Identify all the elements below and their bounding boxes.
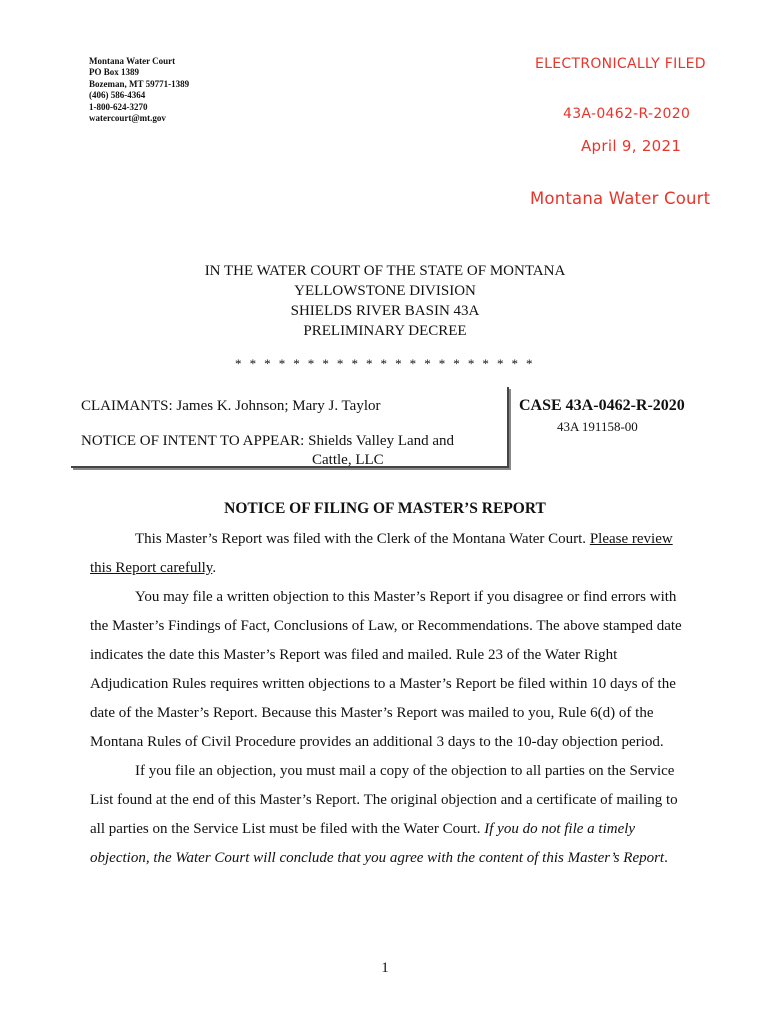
document-body xyxy=(90,525,690,873)
paragraph-1 xyxy=(90,525,690,583)
court-city: Bozeman, MT 59771-1389 xyxy=(89,78,190,89)
court-po-box: PO Box 1389 xyxy=(89,67,140,78)
case-number: CASE 43A-0462-R-2020 xyxy=(519,397,685,414)
court-heading xyxy=(0,261,770,341)
court-tollfree: 1-800-624-3270 xyxy=(89,101,148,112)
p3-end: . xyxy=(664,850,668,866)
paragraph-2: You may file a written objection to this Master’s Report if you disagree or find errors with the Master’s Findings of Fact, Conclusions of Law, or Recommendations. The above stamped date indicates the date this Master’s Report was filed and mailed. Rule 23 of the Water Right Adjudication Rules requires written objections to a Master’s Report be filed within 10 days of the date of the Master’s Report. Because this Master’s Report was mailed to you, Rule 6(d) of the Montana Rules of Civil Procedure provides an additional 3 days to the 10-day objection period. xyxy=(90,589,682,750)
p1-text: This Master’s Report was filed with the Clerk of the Montana Water Court. xyxy=(135,531,590,547)
notice-line-1: NOTICE OF INTENT TO APPEAR: Shields Valley Land and xyxy=(81,433,455,449)
stamp-date: April 9, 2021 xyxy=(581,137,682,155)
asterisk-separator: * * * * * * * * * * * * * * * * * * * * * xyxy=(235,356,535,371)
page-number: 1 xyxy=(381,960,389,976)
stamp-court-name: Montana Water Court xyxy=(530,189,711,208)
heading-line-2: YELLOWSTONE DIVISION xyxy=(294,283,476,299)
notice-line-2: Cattle, LLC xyxy=(312,452,384,468)
court-email: watercourt@mt.gov xyxy=(89,113,166,124)
heading-line-4: PRELIMINARY DECREE xyxy=(303,323,467,339)
p3-italic: If you do not file a timely objection, the Water Court will conclude that you agree with the content of this Master’s Report xyxy=(90,821,665,866)
p3-text: If you file an objection, you must mail a copy of the objection to all parties on the Service List found at the end of this Master’s Report. The original objection and a certificate of mailing to all parties on the Service List must be filed with the Water Court. xyxy=(90,763,678,837)
heading-line-1: IN THE WATER COURT OF THE STATE OF MONTANA xyxy=(204,263,566,279)
paragraph-3 xyxy=(90,757,690,873)
claim-number: 43A 191158-00 xyxy=(557,419,638,434)
court-address-block xyxy=(89,56,189,124)
stamp-case-number: 43A-0462-R-2020 xyxy=(563,106,691,122)
notice-of-intent xyxy=(81,432,501,470)
court-name: Montana Water Court xyxy=(89,56,176,66)
p1-underlined: Please review this Report carefully xyxy=(90,531,673,576)
p1-end: . xyxy=(212,560,217,576)
heading-line-3: SHIELDS RIVER BASIN 43A xyxy=(290,303,480,319)
claimants-line: CLAIMANTS: James K. Johnson; Mary J. Taylor xyxy=(81,398,381,414)
stamp-electronically-filed: ELECTRONICALLY FILED xyxy=(535,56,706,72)
court-phone: (406) 586-4364 xyxy=(89,90,146,101)
document-title: NOTICE OF FILING OF MASTER’S REPORT xyxy=(224,500,546,517)
